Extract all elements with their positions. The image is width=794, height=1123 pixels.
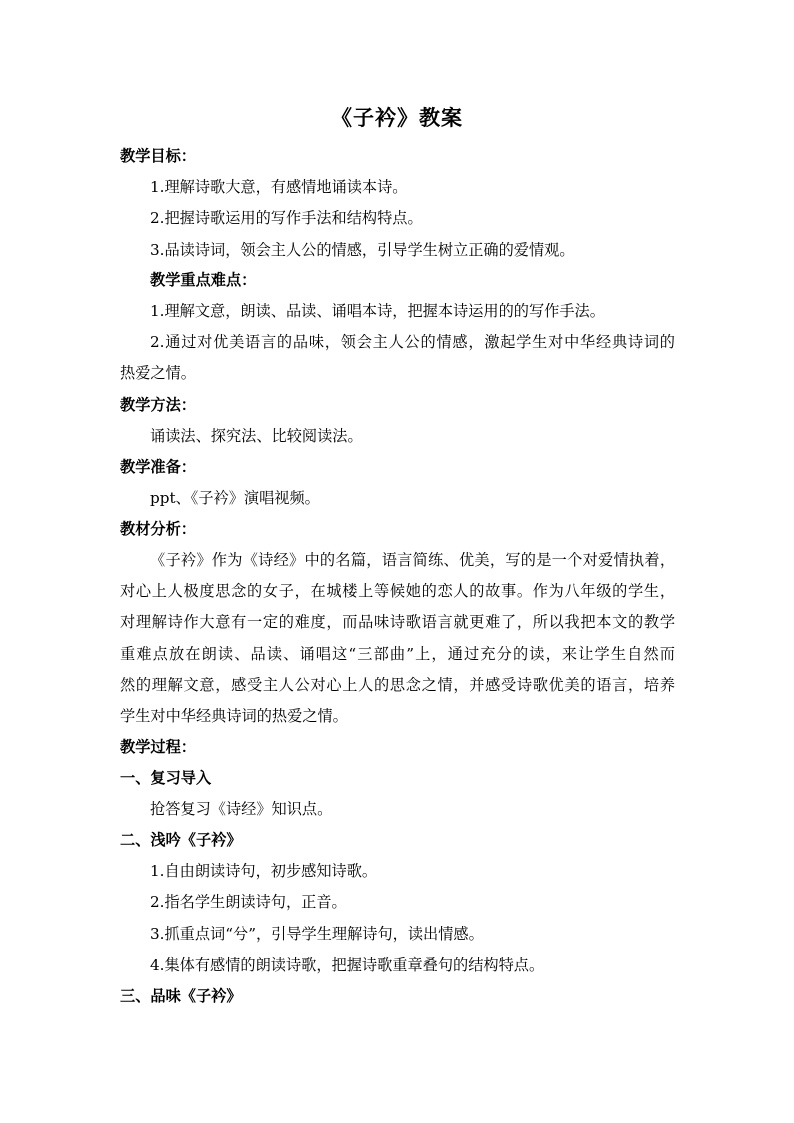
analysis-line: 学生对中华经典诗词的热爱之情。: [120, 707, 348, 725]
part1-heading: 一、复习导入: [120, 769, 212, 787]
goal-item: 3.品读诗词，领会主人公的情感，引导学生树立正确的爱情观。: [150, 241, 575, 259]
part2-item: 3.抓重点词“兮”，引导学生理解诗句，读出情感。: [150, 925, 484, 943]
key-points-heading: 教学重点难点：: [150, 271, 257, 289]
process-heading: 教学过程：: [120, 738, 196, 756]
part2-heading: 二、浅吟《子衿》: [120, 831, 242, 849]
analysis-line: 对理解诗作大意有一定的难度，而品味诗歌语言就更难了，所以我把本文的教学: [120, 613, 675, 631]
goal-item: 2.把握诗歌运用的写作手法和结构特点。: [150, 209, 423, 227]
analysis-line: 重难点放在朗读、品读、诵唱这“三部曲”上，通过充分的读，来让学生自然而: [120, 645, 675, 663]
page-title: 《子衿》教案: [331, 105, 463, 130]
prep-heading: 教学准备：: [120, 458, 196, 476]
part2-item: 1.自由朗读诗句，初步感知诗歌。: [150, 862, 378, 880]
key-point-item: 2.通过对优美语言的品味，领会主人公的情感，激起学生对中华经典诗词的: [150, 333, 675, 351]
part1-text: 抢答复习《诗经》知识点。: [150, 800, 333, 818]
method-heading: 教学方法：: [120, 396, 196, 414]
analysis-heading: 教材分析：: [120, 520, 196, 538]
key-point-continuation: 热爱之情。: [120, 364, 196, 382]
method-text: 诵读法、探究法、比较阅读法。: [150, 427, 363, 445]
key-point-item: 1.理解文意，朗读、品读、诵唱本诗，把握本诗运用的的写作手法。: [150, 302, 605, 320]
analysis-line: 对心上人极度思念的女子，在城楼上等候她的恋人的故事。作为八年级的学生，: [120, 582, 675, 600]
prep-text: ppt、《子衿》演唱视频。: [150, 489, 320, 507]
goal-item: 1.理解诗歌大意，有感情地诵读本诗。: [150, 178, 408, 196]
part2-item: 2.指名学生朗读诗句，正音。: [150, 893, 347, 911]
analysis-line: 然的理解文意，感受主人公对心上人的思念之情，并感受诗歌优美的语言，培养: [120, 676, 675, 694]
goals-heading: 教学目标：: [120, 147, 196, 165]
part2-item: 4.集体有感情的朗读诗歌，把握诗歌重章叠句的结构特点。: [150, 956, 545, 974]
analysis-line: 《子衿》作为《诗经》中的名篇，语言简练、优美，写的是一个对爱情执着，: [150, 551, 675, 569]
part3-heading: 三、品味《子衿》: [120, 987, 242, 1005]
